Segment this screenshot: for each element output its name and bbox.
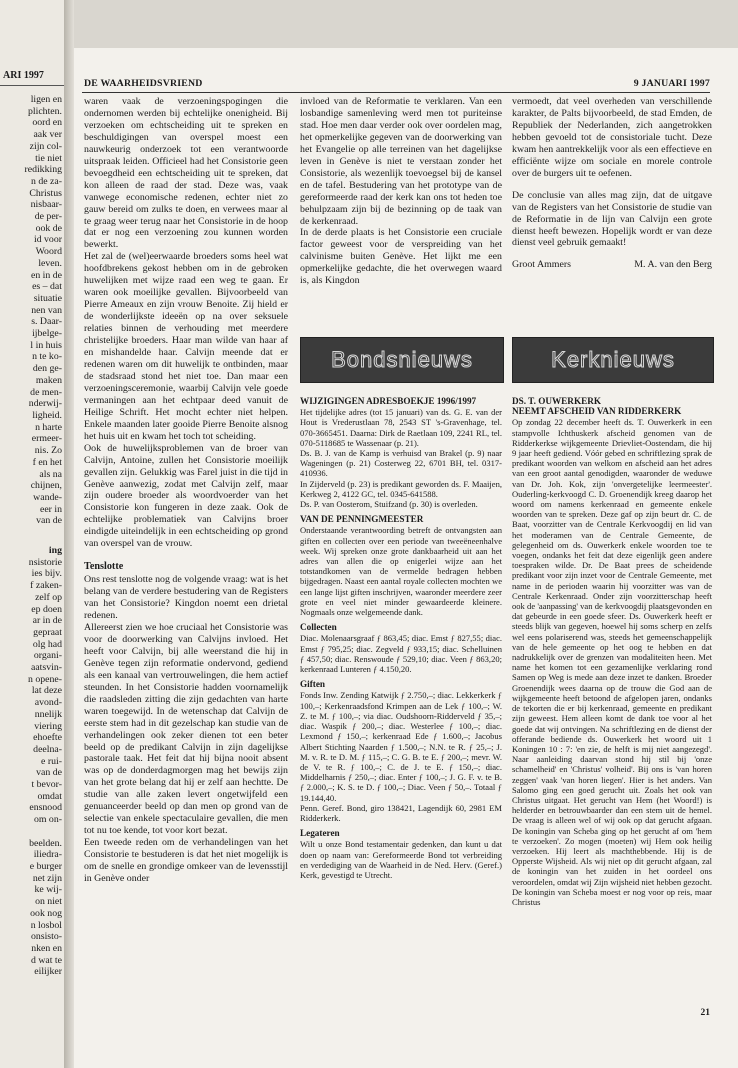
news-subheading: NEEMT AFSCHEID VAN RIDDERKERK [512, 406, 682, 417]
notice-heading: Giften [300, 679, 326, 690]
previous-page-line: beelden. [29, 837, 62, 849]
news-heading: DS. T. OUWERKERK [512, 396, 601, 406]
bondsnieuws-column [300, 396, 502, 880]
notice-paragraph: Penn. Geref. Bond, giro 138421, Lagendijk 60, 2981 EM Ridderkerk. [300, 802, 502, 823]
kerknieuws-title: Kerknieuws [551, 347, 675, 372]
previous-page-line: redikking [24, 164, 62, 176]
notice-paragraph: Fonds Inw. Zending Katwijk ƒ 2.750,–; diac. Lekkerkerk ƒ 100,–; Kerkenraadsfond Krimpen aan de Lek ƒ 100,–; W. Z. te M. ƒ 100,–; via diac. Oudshoorn-Ridderveld ƒ 35,–; diac. Waspik ƒ 200,–; diac. Westerlee ƒ 100,–; diac. Lexmond ƒ 150,–; kerkenraad Ede ƒ 1.600,–; Jacobus Albert Stichting Naarden ƒ 1.500,–; N.N. te R. ƒ 25,–; J. M. v. R. te D. M. ƒ 115,–; C. G. B. te E. ƒ 200,–; mevr. W. de V. te R. ƒ 100,–; C. de J. te E. ƒ 150,–; diac. Middelharnis ƒ 250,–; diac. Enter ƒ 100,–; J. G. F. v. te B. ƒ 2.000,–; K. S. te D. ƒ 100,–; Diac. Veen ƒ 50,–. Totaal ƒ 19.144,40. [300, 690, 502, 803]
paragraph: invloed van de Reformatie te verklaren. Van een losbandige samenleving werd men tot puriteinse stad. Hoe men daar verder ook over oordelen mag, het opmerkelijke gegeven van de doorwerking van het Evangelie op alle terreinen van het dagelijkse leven in Genève is niet te verstaan zonder het Consistorie, als wezenlijk toevoegsel bij de kansel en de tafel. Bestudering van het prototype van de gereformeerde raad der kerk kan ons tot heden toe behulpzaam zijn bij de bezinning op de taak van de kerkenraad. [300, 96, 502, 227]
previous-page-line: on niet [35, 896, 62, 908]
previous-page-column-2 [0, 545, 62, 978]
previous-page-column-1 [0, 94, 62, 527]
previous-page-line: Woord [35, 246, 62, 258]
previous-page-line: eer in [39, 503, 62, 515]
section-heading: Tenslotte [84, 561, 124, 573]
previous-page-line: tie niet [35, 152, 62, 164]
previous-page-line: van de [36, 515, 62, 527]
page-number: 21 [700, 1008, 710, 1018]
previous-page-line: nderwij- [28, 398, 62, 410]
previous-page-line: l in huis [30, 339, 62, 351]
notice-heading: Legateren [300, 828, 340, 839]
news-paragraph: Op zondag 22 december heeft ds. T. Ouwerkerk in een stampvolle Ichthuskerk afscheid genomen van de Ridderkerkse wijkgemeente Drievliet-Oostendam, die hij 9 jaar heeft gediend. Vóór gebed en schriftlezing sprak de predikant woorden van welkom en afscheid aan het adres van een groot aantal genodigden, waaronder de weduwe van Dr. Joh. Kok, zijn 'onvergetelijke leermeester'. Ouderling-kerkvoogd C. D. Groenendijk kreeg daarop het woord om namens kerkenraad en gemeente enkele woorden van te spreken. Deze gaf op zijn beurt dr. C. de Baat, voorzitter van de Centrale Kerkvoogdij en lid van het moderamen van de Centrale Gemeente, de gelegenheid om ds. Ouwerkerk enkele woorden toe te voegen, ondanks het feit dat deze eigenlijk geen andere toespraken wilde. Dr. De Baat prees de scheidende predikant voor zijn inzet voor de Centrale Gemeente, met name in de perioden waarin hij voorzitter was van de Centrale Kerkenraad. Onder zijn voorzitterschap heeft ook de 'aanpassing' van de kerkvoogdij plaatsgevonden en dat gebeurde in een goede sfeer. Ds. Ouwerkerk heeft er steeds blijk van gegeven, hoewel hij soms scherp en zelfs wel eens polariserend was, steeds het gemeenschappelijk van de hele gemeente op het oog te hebben en dat nadrukkelijk over de grenzen van modaliteiten heen. Met name het komen tot een gezamenlijke verklaring rond Samen op Weg is mede aan deze inzet te danken. Broeder Groenendijk wees daarna op de trouw die God aan de wijkgemeente heeft betoond de afgelopen jaren, ondanks de tekorten die er bij kerkenraad, gemeente en predikant zijn geweest. Hem alleen komt de dank toe voor al het goede dat wij ontvingen. Na schriftlezing en de dienst der offerande bediende ds. Ouwerkerk het woord uit 1 Koningen 10 : 7: 'en zie, de helft is mij niet aangezegd'. Naar aanleiding daarvan stond hij stil bij 'onze schamelheid' en 'Christus' volheid'. Bij ons is 'van horen zeggen' vaak 'van horen liegen'. Hier is het anders. Van Salomo ging een goed gerucht uit. Zoals het ook van Christus uitgaat. Het gerucht van Hem (het Woord!) is helderder en betrouwbaarder dan een stem uit de hemel. De vraag is alleen wel of wij ook op dat gerucht afgaan. De koningin van Scheba ging op het gerucht af om 'hem te verzoeken'. Zo mogen (moeten) wij Hem ook heilig verzoeken. Hij leert als machthebbende. Hij is de Opperste Wijsheid. Als wij niet op dit gerucht afgaan, zal de koningin van het zuiden in het oordeel ons veroordelen, omdat wij Zijn wijsheid niet hebben gezocht. De koningin van Scheba moest er nog voor op reis, maar Christus [512, 417, 712, 907]
previous-page-line: en in de [30, 269, 62, 281]
previous-page-line: nnelijk [34, 708, 62, 720]
previous-page-rule [0, 85, 64, 86]
previous-page-line: lat deze [31, 685, 62, 697]
notice-paragraph: Onderstaande verantwoording betreft de ontvangsten aan giften en collecten over een periode van tweeëneenhalve week. Wij spreken onze grote dankbaarheid uit aan het adres van allen die op enigerlei wijze aan het totstandkomen van de vermelde bedragen hebben bijgedragen. Naast een aantal royale collecten mochten we een lange lijst giften inschrijven, waaronder meerdere zeer grote en veel niet minder gewaardeerde kleinere. Nogmaals onze welgemeende dank. [300, 525, 502, 618]
paragraph: In de derde plaats is het Consistorie een cruciale factor geweest voor de verspreiding van het calvinisme buiten Genève. Het lijkt me een opmerkelijke gedachte, die het overwegen waard is, als Kingdon [300, 227, 502, 287]
previous-page-line: n de za- [30, 175, 62, 187]
paragraph: waren vaak de verzoeningspogingen die ondernomen werden bij echtelijke onenigheid. Bij verzoeken om echtscheiding uit te spreken en beschuldigingen van overspel moest een nauwkeurig onderzoek tot een verantwoorde uitspraak leiden. Officieel had het Consistorie geen bevoegdheid een echtscheiding uit te spreken, dat kon alleen de raad der stad. Deze was, vaak vanwege economische redenen, echter niet zo gauw bereid om zulks te doen, en verwees maar al te graag weer terug naar het Consistorie in de hoop dat er nog een verzoening zou kunnen worden bewerkt. [84, 96, 288, 251]
previous-page-line: es – dat [32, 281, 62, 293]
previous-page-line: wande- [33, 491, 62, 503]
signature [512, 259, 712, 271]
previous-page-line: n losbol [30, 919, 62, 931]
notice-paragraph: Ds. B. J. van de Kamp is verhuisd van Brakel (p. 9) naar Wageningen (p. 21) Costerweg 22, 6701 BH, tel. 0317-410936. [300, 448, 502, 479]
previous-page-line: nen van [31, 304, 62, 316]
notice-heading: VAN DE PENNINGMEESTER [300, 514, 424, 525]
previous-page-line: organi- [33, 650, 62, 662]
previous-page-line: plichten. [27, 105, 62, 117]
previous-page-line: den ge- [32, 363, 62, 375]
previous-page-line: s. Daar- [31, 316, 62, 328]
previous-page-line: ook nog [30, 907, 62, 919]
previous-page-line: als na [39, 468, 62, 480]
kerknieuws-column [512, 396, 712, 907]
kerknieuws-banner [512, 337, 714, 383]
notice-paragraph: Wilt u onze Bond testamentair gedenken, dan kunt u dat doen op naam van: Gereformeerde Bond tot verbreiding en verdediging van de Waarheid in de Ned. Herv. (Geref.) Kerk, gevestigd te Utrecht. [300, 839, 502, 880]
previous-page-line: n te ko- [32, 351, 62, 363]
previous-page-line: ijbelge- [32, 328, 62, 340]
previous-page-line: avond- [34, 697, 62, 709]
previous-page-line: n opene- [27, 673, 62, 685]
previous-page-line: omdat [37, 790, 62, 802]
paragraph: Ons rest tenslotte nog de volgende vraag: wat is het belang van de verdere bestudering van de Registers van het Consistorie? Kingdon noemt een drietal redenen. [84, 574, 288, 622]
previous-page-line: van de [36, 767, 62, 779]
notice-heading: WIJZIGINGEN ADRESBOEKJE 1996/1997 [300, 396, 477, 406]
previous-page-line: gepraat [33, 626, 62, 638]
notice-paragraph: In Zijderveld (p. 23) is predikant geworden ds. F. Maaijen, Kerkweg 2, 4122 GC, tel. 0345-641588. [300, 478, 502, 499]
previous-page-line [0, 826, 62, 838]
article-column-3 [512, 96, 712, 271]
previous-page-line: iliedra- [33, 849, 62, 861]
header-rule [82, 92, 710, 93]
previous-page-line: ligen en [30, 94, 62, 105]
previous-page-line: nis. Zo [34, 445, 62, 457]
signature-place: Groot Ammers [512, 259, 571, 271]
article-column-1 [84, 96, 288, 885]
article-column-2 [300, 96, 502, 287]
previous-page-line: n harte [35, 421, 62, 433]
previous-page-line: ermeer- [31, 433, 62, 445]
previous-page-header: ARI 1997 [3, 70, 44, 81]
notice-paragraph: Ds. P. van Oosterom, Stuifzand (p. 30) is overleden. [300, 499, 478, 510]
previous-page-line: om on- [33, 814, 62, 826]
previous-page-line: ies bijv. [31, 568, 62, 580]
previous-page-line: nisbaar- [30, 199, 62, 211]
previous-page-line: oord en [32, 117, 62, 129]
previous-page-line: t bevor- [31, 779, 62, 791]
paragraph: De conclusie van alles mag zijn, dat de uitgave van de Registers van het Consistorie de studie van de Reformatie in de lijn van Calvijn een grote dienst heeft bewezen. Hopelijk wordt er van deze dienst veel gebruik gemaakt! [512, 189, 712, 249]
previous-page-line: id voor [33, 234, 62, 246]
running-header-date: 9 JANUARI 1997 [633, 78, 710, 89]
previous-page-line: onsisto- [30, 931, 62, 943]
previous-page-line: situatie [33, 292, 62, 304]
previous-page-line: e rui- [41, 755, 62, 767]
previous-page-strip [0, 0, 64, 1068]
previous-page-heading: ing [48, 545, 62, 556]
previous-page-line: zijn col- [29, 140, 62, 152]
previous-page-line: maken [35, 374, 62, 386]
notice-paragraph: Diac. Molenaarsgraaf ƒ 863,45; diac. Emst ƒ 827,55; diac. Emst ƒ 795,25; diac. Zegveld ƒ 933,15; diac. Schelluinen ƒ 457,50; diac. Renswoude ƒ 529,10; diac. Veen ƒ 863,20; kerkenraad Lunteren ƒ 4.150,20. [300, 633, 502, 675]
paragraph: vermoedt, dat veel overheden van verschillende karakter, de Palts bijvoorbeeld, de stad Emden, de Republiek der Nederlanden, zich aangetrokken hebben gevoeld tot de consistoriale tucht. Deze kwam hen aantrekkelijk voor als een effectieve en efficiënte wijze om sociale en morele controle over de burgers uit te oefenen. [512, 96, 712, 179]
bondsnieuws-banner [300, 337, 504, 383]
notice-paragraph: Het tijdelijke adres (tot 15 januari) van ds. G. E. van der Hout is Vrederustlaan 78, 2543 ST 's-Gravenhage, tel. 070-3665451. Daarna: Dirk de Raetlaan 109, 2241 RL, tel. 070-5118685 te Wassenaar (p. 21). [300, 407, 502, 448]
previous-page-line: d wat te [30, 954, 62, 966]
previous-page-line: ligheid. [32, 409, 62, 421]
previous-page-line: ook de [35, 222, 62, 234]
previous-page-line: e burger [29, 860, 62, 872]
previous-page-line: leven. [38, 257, 62, 269]
previous-page-line: ehoefte [33, 732, 62, 744]
previous-page-line: nsistorie [28, 556, 62, 568]
previous-page-line: ar in de [32, 615, 62, 627]
previous-page-line: f zaken- [30, 580, 62, 592]
previous-page-line: de per- [34, 211, 62, 223]
page-gutter [64, 0, 74, 1068]
notice-heading: Collecten [300, 622, 337, 633]
previous-page-line: ep doen [31, 603, 62, 615]
signature-author: M. A. van den Berg [634, 259, 712, 271]
previous-page-line: zelf op [35, 591, 62, 603]
previous-page-line: aak ver [33, 129, 62, 141]
previous-page-line: net zijn [32, 872, 62, 884]
previous-page-line: ensnood [29, 802, 62, 814]
previous-page-line: aatsvin- [30, 662, 62, 674]
previous-page-line: f en het [32, 456, 62, 468]
running-header-title: DE WAARHEIDSVRIEND [84, 78, 203, 89]
previous-page-line: Christus [29, 187, 62, 199]
paragraph: Een tweede reden om de verhandelingen van het Consistorie te bestuderen is dat het niet mogelijk is om de snelle en grondige omkeer van de levensstijl in Genève onder [84, 837, 288, 884]
paragraph: Het zal de (wel)eerwaarde broeders soms heel wat hoofdbrekens gekost hebben om in de gebroken huwelijken met wijze raad een weg te gaan. Er waren ook moeilijke gevallen. Bijvoorbeeld van Pierre Ameaux en zijn vrouw Benoite. Zij hield er de wonderlijkste ideeën op na over seksuele relaties binnen de verhouding met meerdere christelijke broeders. Haar man wilde van haar af en mishandelde haar. Calvijn meende dat er redenen waren om dit huwelijk te ontbinden, maar de stadsraad stond het niet toe. Dan maar een verzoeningsceremonie, waarbij Calvijn vele goede vermaningen aan het echtpaar deed vanuit de Heilige Schrift. Het mocht echter niet helpen. Enkele maanden later gooide Pierre Benoite alsnog het huis uit en kwam het toch tot scheiding. [84, 251, 288, 442]
paragraph: Allereerst zien we hoe cruciaal het Consistorie was voor de doorwerking van Calvijns invloed. Het heeft voor Calvijn, bij alle weerstand die hij in Genève tegen zijn reformatie ondervond, gediend als een kanaal van vertrouwelingen, die hem actief steunden. In het Consistorie hadden voornamelijk die raadsleden zitting die zijn gedachten van harte waren toegewijd. In de wetenschap dat Calvijn de eerste stem had in dit gezelschap kan studie van de verhandelingen ook zeker dienen tot een beter beeld op de predikant Calvijn in zijn dagelijkse pastorale taak. Het feit dat hij bijna nooit absent was op de donderdagmorgen mag het bewijs zijn van het grote belang dat hij er zelf aan hechtte. De studie van alle zaken levert ongetwijfeld een genuanceerder beeld op dan men op grond van de selectie van enkele spectaculaire gevallen, die men tot nu toe kende, tot voor kort bezat. [84, 621, 288, 837]
previous-page-line: chijnen, [30, 480, 62, 492]
previous-page-line: olg had [32, 638, 62, 650]
previous-page-line: deelna- [33, 743, 62, 755]
previous-page-line: viering [34, 720, 62, 732]
previous-page-line: eilijker [34, 966, 62, 978]
previous-page-line: ke wij- [34, 884, 62, 896]
bondsnieuws-title: Bondsnieuws [331, 347, 473, 372]
previous-page-line: nken en [31, 942, 62, 954]
paragraph: Ook de huwelijksproblemen van de broer van Calvijn, Antoine, zullen het Consistorie moeilijk gevallen zijn. Gelukkig was Farel juist in die tijd in Genève aanwezig, zodat met Calvijn zelf, maar zijn oudere broeder als woordvoerder van het Consistorie kon fungeren in deze zaak. Ook de echtelijke problematiek van Calvijns broer eindigde uiteindelijk in een echtscheiding op grond van overspel van de vrouw. [84, 442, 288, 550]
previous-page-line: de men- [30, 386, 62, 398]
